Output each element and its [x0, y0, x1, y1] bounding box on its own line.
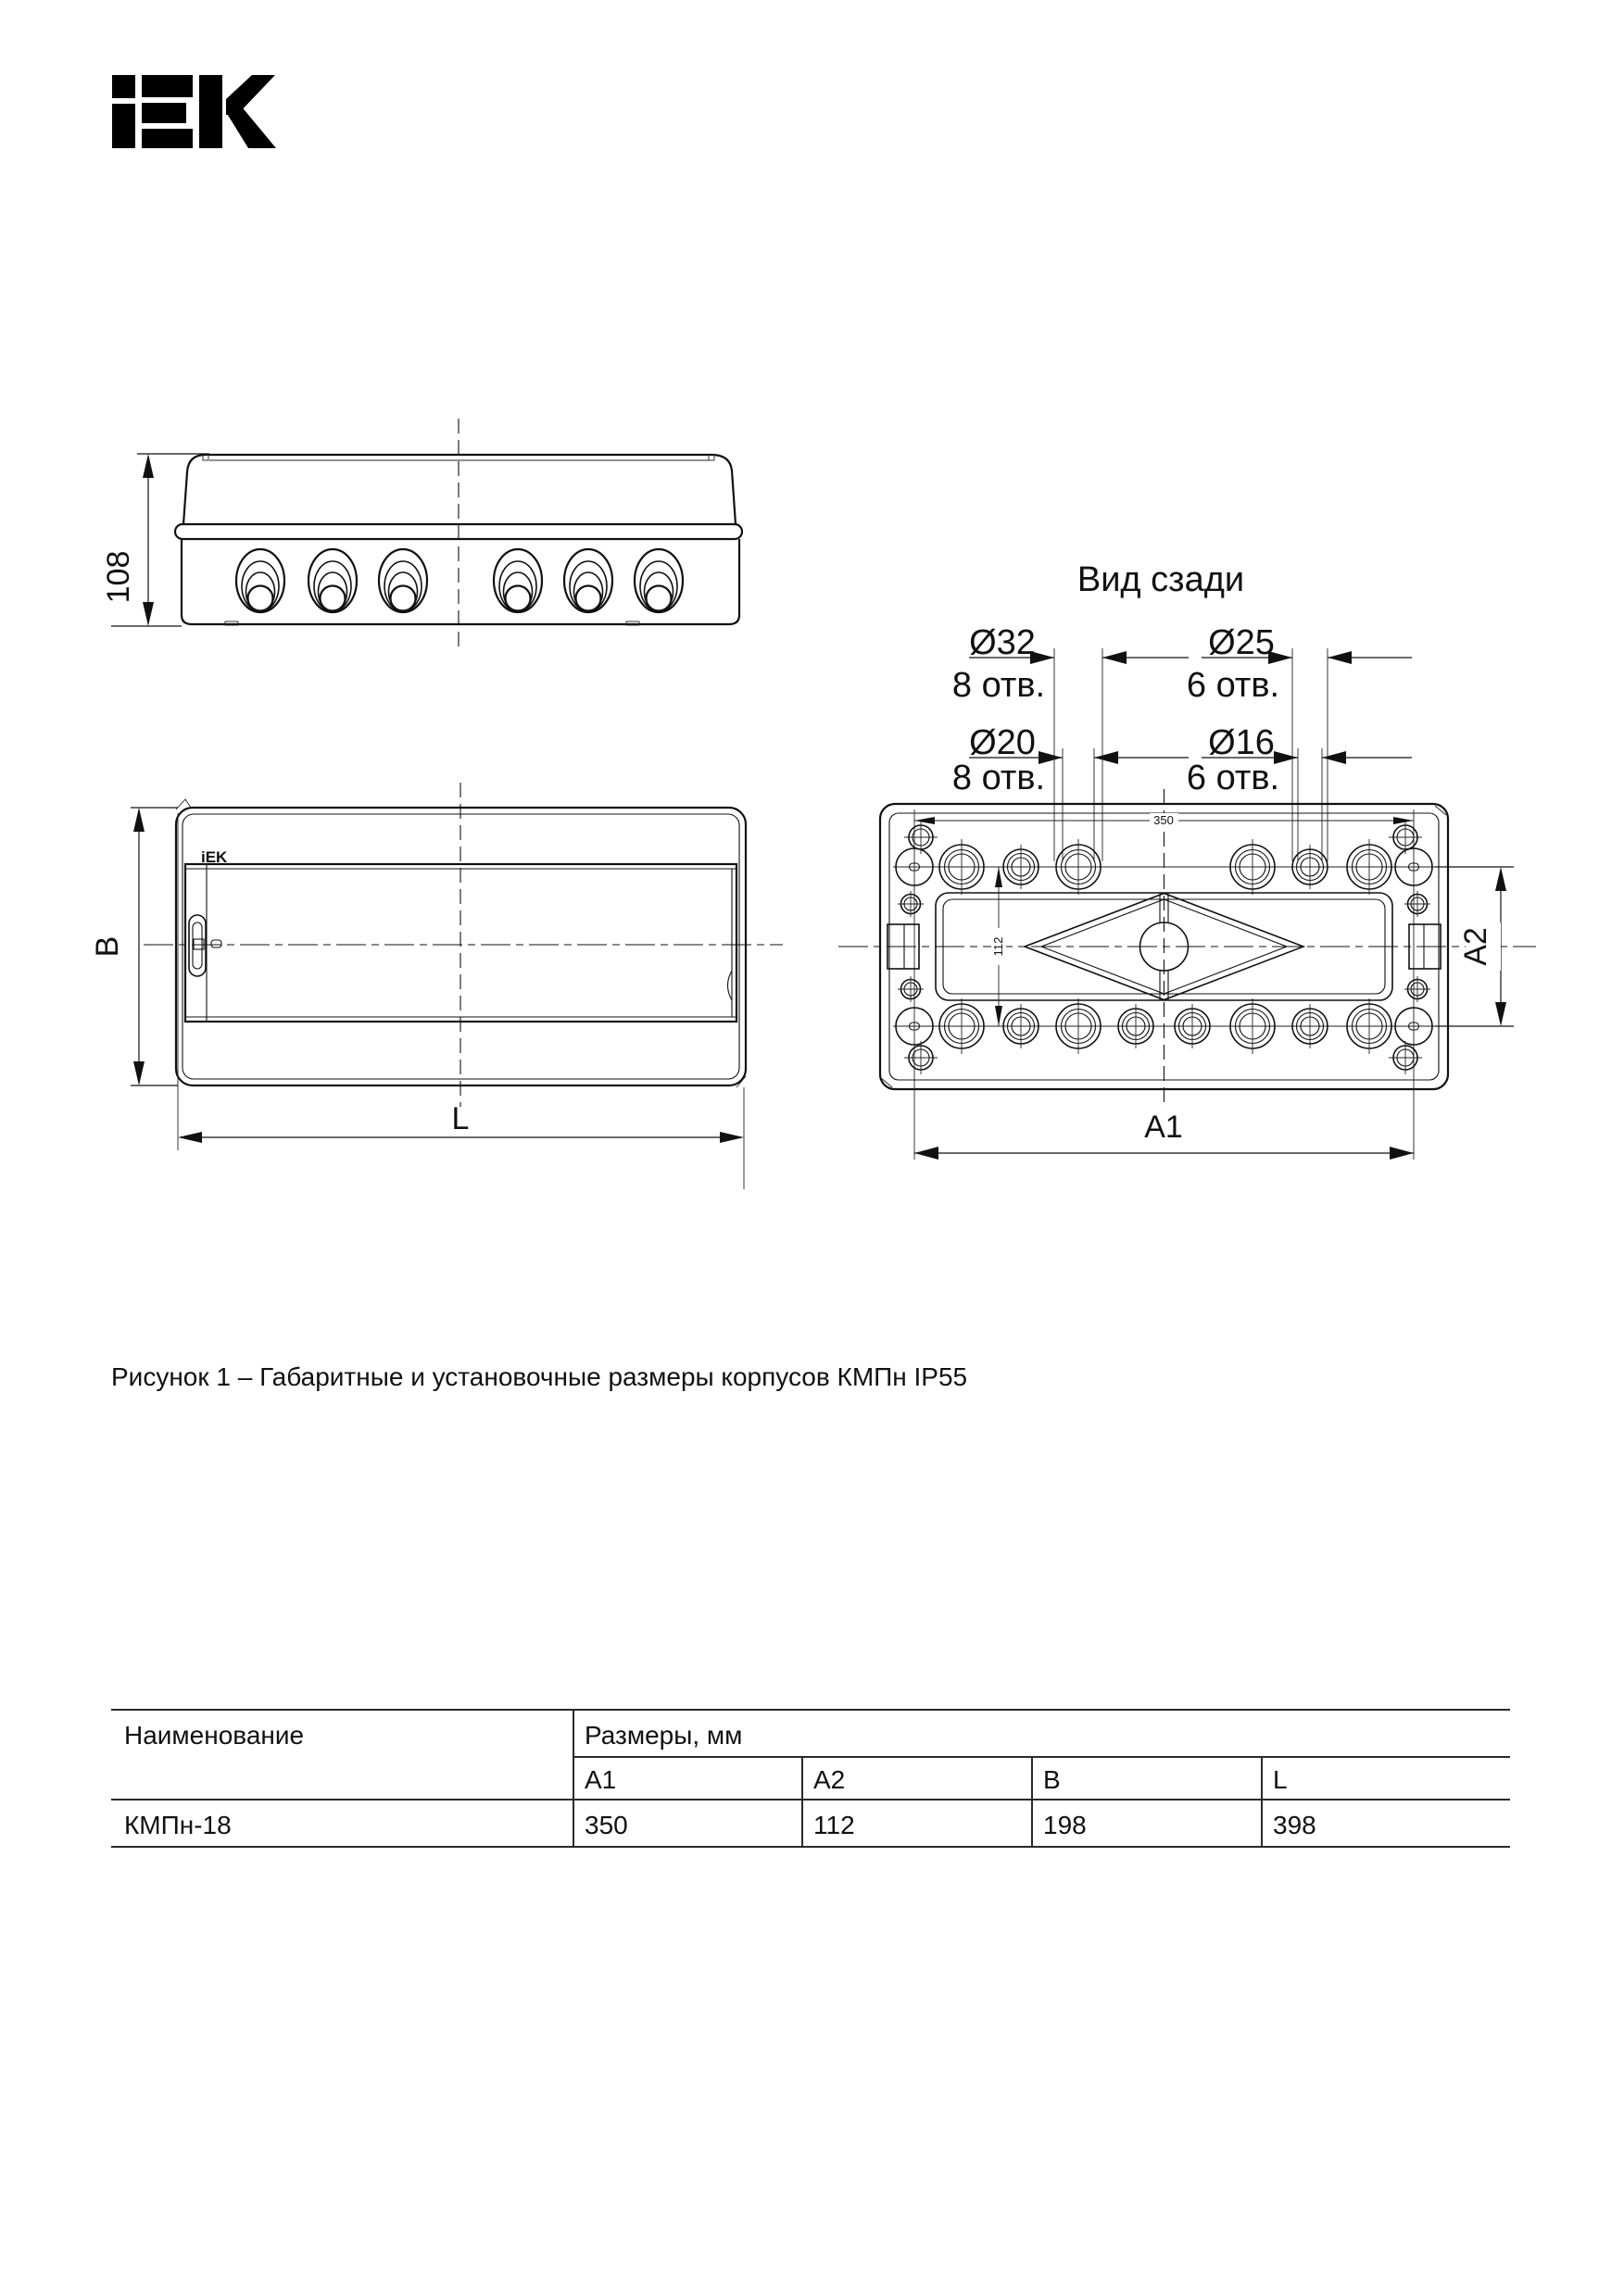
iek-logo-icon [112, 75, 276, 148]
table-header-name: Наименование [124, 1721, 305, 1750]
callout-d25: Ø25 [1208, 623, 1275, 662]
a1-label: A1 [1144, 1110, 1183, 1145]
table-row-name: КМПн-18 [124, 1811, 232, 1839]
table-row-value-b: 198 [1043, 1811, 1087, 1839]
table-col-l: L [1273, 1765, 1288, 1794]
door-handle [189, 915, 221, 976]
cable-glands [236, 549, 683, 612]
table-col-b: B [1043, 1765, 1061, 1794]
table-row-value-a2: 112 [813, 1811, 855, 1839]
dimension-112 [991, 867, 1006, 1026]
table-header-sizes: Размеры, мм [585, 1721, 743, 1750]
side-height-label: 108 [101, 550, 136, 604]
callout-d25-count: 6 отв. [1186, 666, 1280, 705]
table-col-a1: A1 [585, 1765, 617, 1794]
table-row-value-a1: 350 [585, 1811, 628, 1839]
rear-view [838, 560, 1536, 1160]
side-view [101, 419, 742, 648]
hole-callouts [952, 623, 1412, 861]
table-row-value-l: 398 [1273, 1811, 1316, 1839]
dimension-350 [914, 813, 1414, 827]
callout-d32-count: 8 отв. [951, 666, 1046, 705]
callout-d20: Ø20 [969, 723, 1036, 762]
table-col-a2: A2 [813, 1765, 846, 1794]
front-view [90, 783, 783, 1189]
callout-d20-count: 8 отв. [951, 759, 1046, 797]
callout-d16: Ø16 [1208, 723, 1275, 762]
callout-d16-count: 6 отв. [1186, 759, 1280, 797]
front-panel-logo: iEK [201, 848, 228, 866]
dimension-B [90, 808, 178, 1085]
rear-view-title: Вид сзади [1076, 560, 1245, 599]
mount-height-label: 112 [991, 936, 1005, 957]
dimension-A1 [914, 1110, 1414, 1160]
a2-label: A2 [1458, 927, 1493, 966]
figure-caption: Рисунок 1 – Габаритные и установочные размеры корпусов КМПн IP55 [111, 1362, 968, 1391]
length-l-label: L [451, 1101, 470, 1136]
mount-span-label: 350 [1153, 813, 1174, 827]
callout-d32: Ø32 [969, 623, 1036, 662]
width-b-label: B [90, 935, 125, 958]
